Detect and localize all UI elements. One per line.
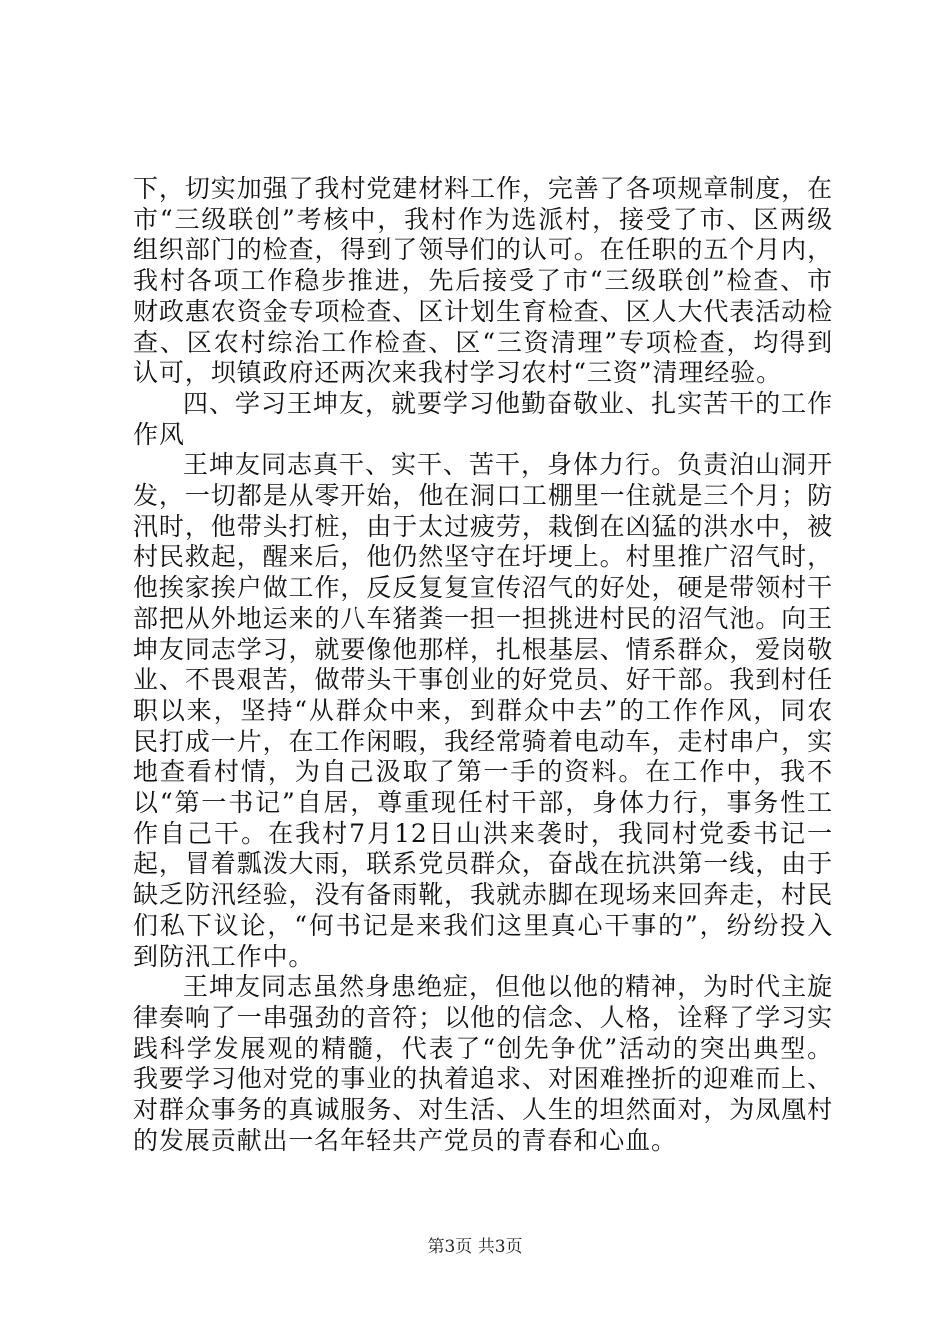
section-heading-four: 四、学习王坤友，就要学习他勤奋敬业、扎实苦干的工作作风 — [133, 388, 833, 449]
paragraph-conclusion: 王坤友同志虽然身患绝症，但他以他的精神，为时代主旋律奏响了一串强劲的音符；以他的信念、人格，诠释了学习实践科学发展观的精髓，代表了“创先争优”活动的突出典型。我要学习他对党的事业的执着追求、对困难挫折的迎难而上、对群众事务的真诚服务、对生活、人生的坦然面对，为凤凰村的发展贡献出一名年轻共产党员的青春和心血。 — [133, 972, 833, 1155]
paragraph-continued: 下，切实加强了我村党建材料工作，完善了各项规章制度，在市“三级联创”考核中，我村作为选派村，接受了市、区两级组织部门的检查，得到了领导们的认可。在任职的五个月内，我村各项工作稳步推进，先后接受了市“三级联创”检查、市财政惠农资金专项检查、区计划生育检查、区人大代表活动检查、区农村综治工作检查、区“三资清理”专项检查，均得到认可，坝镇政府还两次来我村学习农村“三资”清理经验。 — [133, 174, 833, 388]
page-number: 第3页 共3页 — [427, 1237, 523, 1257]
document-body — [133, 174, 833, 1157]
paragraph-work-style: 王坤友同志真干、实干、苦干，身体力行。负责泊山洞开发，一切都是从零开始，他在洞口工棚里一住就是三个月；防汛时，他带头打桩，由于太过疲劳，栽倒在凶猛的洪水中，被村民救起，醒来后，他仍然坚守在圩埂上。村里推广沼气时，他挨家挨户做工作，反反复复宣传沼气的好处，硬是带领村干部把从外地运来的八车猪粪一担一担挑进村民的沼气池。向王坤友同志学习，就要像他那样，扎根基层、情系群众，爱岗敬业、不畏艰苦，做带头干事创业的好党员、好干部。我到村任职以来，坚持“从群众中来，到群众中去”的工作作风，同农民打成一片，在工作闲暇，我经常骑着电动车，走村串户，实地查看村情，为自己汲取了第一手的资料。在工作中，我不以“第一书记”自居，尊重现任村干部，身体力行，事务性工作自己干。在我村7月12日山洪来袭时，我同村党委书记一起，冒着瓢泼大雨，联系党员群众，奋战在抗洪第一线，由于缺乏防汛经验，没有备雨靴，我就赤脚在现场来回奔走，村民们私下议论，“何书记是来我们这里真心干事的”，纷纷投入到防汛工作中。 — [133, 450, 833, 971]
page-footer — [0, 1236, 950, 1258]
